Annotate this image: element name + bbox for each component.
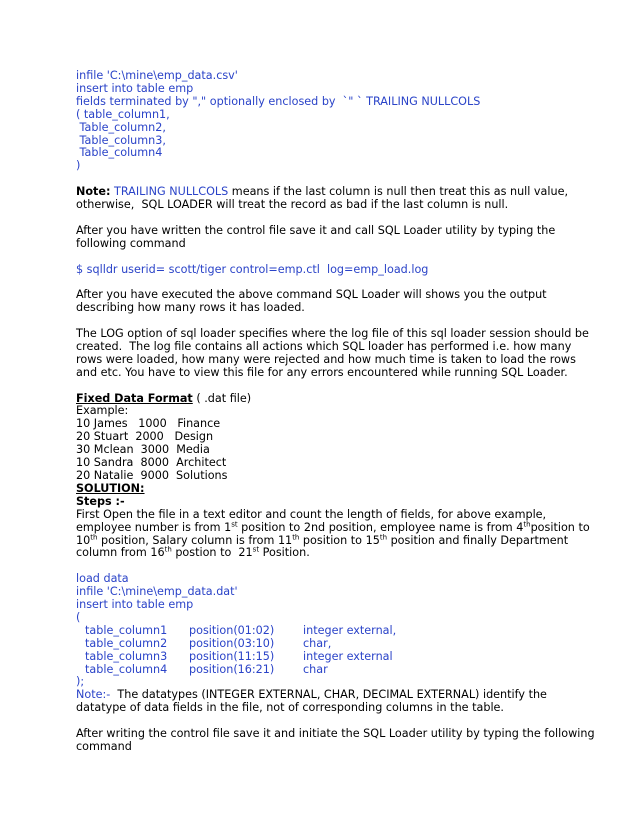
superscript: th (90, 532, 98, 541)
text: employee number is from 1 (76, 520, 232, 534)
column-position: position(16:21) (189, 662, 275, 676)
steps-paragraph (76, 509, 621, 561)
column-name: table_column3 (85, 649, 168, 663)
note-keyword: TRAILING NULLCOLS (110, 185, 229, 199)
text: position, Salary column is from 11 (97, 533, 293, 547)
column-spec-row (76, 651, 621, 664)
paragraph-line: created. The log file contains all actions which SQL loader has performed i.e. how many (76, 339, 572, 353)
sqlldr-command: $ sqlldr userid= scott/tiger control=emp.ctl log=emp_load.log (76, 262, 429, 276)
code-line: fields terminated by "," optionally enclosed by `" ` TRAILING NULLCOLS (76, 94, 481, 108)
superscript: st (231, 519, 238, 528)
superscript: th (523, 519, 531, 528)
steps-line (76, 547, 621, 560)
code-line: ( table_column1, (76, 107, 170, 121)
example-row: 20 Natalie 9000 Solutions (76, 469, 228, 482)
text: column from 16 (76, 546, 165, 560)
paragraph-line: rows were loaded, how many were rejected and how much time is taken to load the rows (76, 352, 576, 366)
column-spec-row (76, 638, 621, 651)
code-line: infile 'C:\mine\emp_data.dat' (76, 585, 238, 599)
code-line: load data (76, 572, 129, 586)
code-line: insert into table emp (76, 598, 194, 612)
solution-heading: SOLUTION: (76, 481, 145, 495)
steps-heading: Steps :- (76, 494, 125, 508)
note-text: means if the last column is null then treat this as null value, (228, 185, 569, 199)
paragraph-line: After you have executed the above command SQL Loader will shows you the output (76, 288, 547, 302)
section-heading-note: ( .dat file) (192, 391, 252, 405)
column-name: table_column1 (85, 623, 168, 637)
note-text: The datatypes (INTEGER EXTERNAL, CHAR, DECIMAL EXTERNAL) identify the (110, 688, 547, 702)
column-spec-row (76, 625, 621, 638)
column-spec-row (76, 664, 621, 677)
code-line: insert into table emp (76, 81, 194, 95)
example-label: Example: (76, 404, 129, 418)
paragraph-line: After writing the control file save it and initiate the SQL Loader utility by typing the following (76, 727, 595, 741)
column-position: position(03:10) (189, 636, 275, 650)
text: Position. (259, 546, 310, 560)
text: 10 (76, 533, 91, 547)
paragraph-line: following command (76, 236, 186, 250)
final-paragraph (76, 728, 621, 754)
text: position to (530, 520, 590, 534)
superscript: st (252, 545, 260, 554)
example-row: 10 James 1000 Finance (76, 417, 221, 431)
paragraph-log-option (76, 328, 621, 380)
code-line: ( (76, 610, 81, 624)
steps-line: First Open the file in a text editor and count the length of fields, for above example, (76, 507, 547, 521)
example-row: 10 Sandra 8000 Architect (76, 456, 227, 470)
column-type: integer external, (303, 623, 397, 637)
control-file-dat (76, 573, 621, 689)
text: position to 15 (299, 533, 380, 547)
control-file-csv (76, 70, 621, 173)
example-row: 30 Mclean 3000 Media (76, 443, 210, 457)
note-text: otherwise, SQL LOADER will treat the record as bad if the last column is null. (76, 198, 509, 212)
text: position to 2nd position, employee name is from 4 (237, 520, 524, 534)
code-line: Table_column3, (76, 133, 166, 147)
section-heading: Fixed Data Format (76, 391, 193, 405)
column-type: char, (303, 636, 332, 650)
paragraph-line: and etc. You have to view this file for any errors encountered while running SQL Loader. (76, 365, 568, 379)
code-line: ); (76, 675, 85, 689)
text: position and finally Department (387, 533, 569, 547)
code-line: Table_column2, (76, 120, 166, 134)
code-line: ) (76, 159, 81, 173)
column-type: integer external (303, 649, 393, 663)
column-name: table_column4 (85, 662, 168, 676)
column-position: position(11:15) (189, 649, 275, 663)
column-name: table_column2 (85, 636, 168, 650)
code-line: infile 'C:\mine\emp_data.csv' (76, 69, 238, 82)
superscript: th (292, 532, 300, 541)
document-body (76, 70, 621, 754)
paragraph-line: describing how many rows it has loaded. (76, 301, 305, 315)
note-label: Note:- (76, 688, 111, 702)
paragraph-line: The LOG option of sql loader specifies where the log file of this sql loader session should be (76, 327, 589, 341)
text: postion to 21 (171, 546, 253, 560)
column-position: position(01:02) (189, 623, 275, 637)
superscript: th (164, 545, 172, 554)
fixed-data-format-section (76, 393, 621, 509)
note-trailing-nullcols (76, 186, 621, 212)
column-type: char (303, 662, 328, 676)
superscript: th (379, 532, 388, 541)
note-text: datatype of data fields in the file, not of corresponding columns in the table. (76, 701, 504, 715)
paragraph-line: command (76, 740, 132, 753)
note-datatypes (76, 689, 621, 715)
paragraph-after-command (76, 289, 621, 315)
paragraph-after-control-file (76, 225, 621, 251)
paragraph-line: After you have written the control file save it and call SQL Loader utility by typing the (76, 223, 556, 237)
example-row: 20 Stuart 2000 Design (76, 430, 214, 444)
code-line: Table_column4 (76, 146, 163, 160)
note-label: Note: (76, 185, 111, 199)
